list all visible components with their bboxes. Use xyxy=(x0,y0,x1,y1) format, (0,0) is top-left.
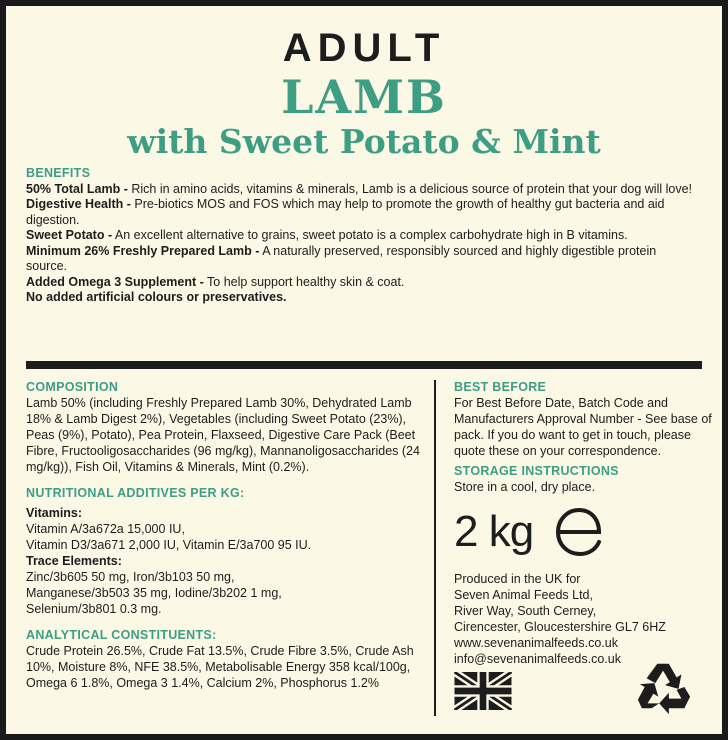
email-link[interactable]: info@sevenanimalfeeds.co.uk xyxy=(454,652,621,666)
analytical-text: Crude Protein 26.5%, Crude Fat 13.5%, Crude Fibre 3.5%, Crude Ash 10%, Moisture 8%, NFE 38.5%, Metabolisable Energy 358 kcal/100g, Omega 6 1.8%, Omega 3 1.4%, Calcium 2%, Phosphorus 1.2% xyxy=(26,644,414,690)
left-column xyxy=(26,379,426,691)
recycle-icon xyxy=(636,658,694,716)
benefit-label: Digestive Health - xyxy=(26,197,131,211)
trace-elements-label: Trace Elements: xyxy=(26,554,122,568)
benefit-item xyxy=(26,182,696,198)
producer-line: River Way, South Cerney, xyxy=(454,604,597,618)
vitamins-label: Vitamins: xyxy=(26,506,83,520)
benefit-item xyxy=(26,228,696,244)
title-lamb: LAMB xyxy=(281,70,447,124)
producer-line: Produced in the UK for xyxy=(454,572,581,586)
benefit-item xyxy=(26,275,696,291)
trace-elements-line: Selenium/3b801 0.3 mg. xyxy=(26,602,162,616)
vitamins-line: Vitamin A/3a672a 15,000 IU, xyxy=(26,522,185,536)
column-divider xyxy=(434,380,436,716)
benefit-label: No added artificial colours or preservatives. xyxy=(26,290,287,304)
producer-line: Seven Animal Feeds Ltd, xyxy=(454,588,593,602)
right-column xyxy=(454,379,714,667)
nutritional-additives-heading: NUTRITIONAL ADDITIVES PER KG: xyxy=(26,486,245,500)
benefit-text: An excellent alternative to grains, sweet potato is a complex carbohydrate high in B vitamins. xyxy=(112,228,628,242)
benefit-label: Sweet Potato - xyxy=(26,228,113,242)
title-recipe: with Sweet Potato & Mint xyxy=(127,122,601,161)
benefit-item xyxy=(26,197,696,228)
benefit-label: Minimum 26% Freshly Prepared Lamb - xyxy=(26,243,260,258)
benefit-item xyxy=(26,290,696,306)
producer-line: Cirencester, Gloucestershire GL7 6HZ xyxy=(454,620,666,634)
e-mark-icon xyxy=(551,504,607,560)
analytical-heading: ANALYTICAL CONSTITUENTS: xyxy=(26,628,217,642)
benefit-label: Added Omega 3 Supplement - xyxy=(26,274,204,289)
best-before-heading: BEST BEFORE xyxy=(454,380,547,394)
benefit-text: To help support healthy skin & coat. xyxy=(203,274,405,289)
website-link[interactable]: www.sevenanimalfeeds.co.uk xyxy=(454,636,618,650)
vitamins-line: Vitamin D3/3a671 2,000 IU, Vitamin E/3a700 95 IU. xyxy=(26,538,312,552)
benefit-text: Rich in amino acids, vitamins & minerals, Lamb is a delicious source of protein that your dog will love! xyxy=(127,181,693,196)
storage-text: Store in a cool, dry place. xyxy=(454,480,596,494)
composition-heading: COMPOSITION xyxy=(26,380,119,394)
trace-elements-line: Manganese/3b503 35 mg, Iodine/3b202 1 mg, xyxy=(26,586,282,600)
benefit-text: A naturally preserved, responsibly sourced and highly digestible protein source. xyxy=(26,243,657,273)
title-adult: ADULT xyxy=(282,26,446,70)
benefits-heading: BENEFITS xyxy=(26,166,91,180)
benefit-label: 50% Total Lamb - xyxy=(26,181,128,196)
uk-flag-icon xyxy=(454,672,512,710)
benefits-section xyxy=(26,166,696,306)
benefit-text: Pre-biotics MOS and FOS which may help to promote the growth of healthy gut bacteria and aid digestion. xyxy=(26,197,665,227)
label-panel xyxy=(6,6,722,734)
weight-row xyxy=(454,503,714,561)
composition-text: Lamb 50% (including Freshly Prepared Lamb 30%, Dehydrated Lamb 18% & Lamb Digest 2%), Vegetables (including Sweet Potato (23%), Peas (9%), Potato), Pea Protein, Flaxseed, Digestive Care Pack (Beet Fibre, Fructooligosaccharides (96 mg/kg), Mannanoligosaccharides (24 mg/kg)), Fish Oil, Vitamins & Minerals, Mint (0.2%). xyxy=(26,396,420,474)
trace-elements-line: Zinc/3b605 50 mg, Iron/3b103 50 mg, xyxy=(26,570,235,584)
best-before-text: For Best Before Date, Batch Code and Manufacturers Approval Number - See base of pack. If you do want to get in touch, please quote these on your correspondence. xyxy=(454,396,712,458)
net-weight: 2 kg xyxy=(454,507,534,556)
section-divider xyxy=(26,361,702,369)
storage-heading: STORAGE INSTRUCTIONS xyxy=(454,464,619,478)
benefit-item xyxy=(26,244,696,275)
